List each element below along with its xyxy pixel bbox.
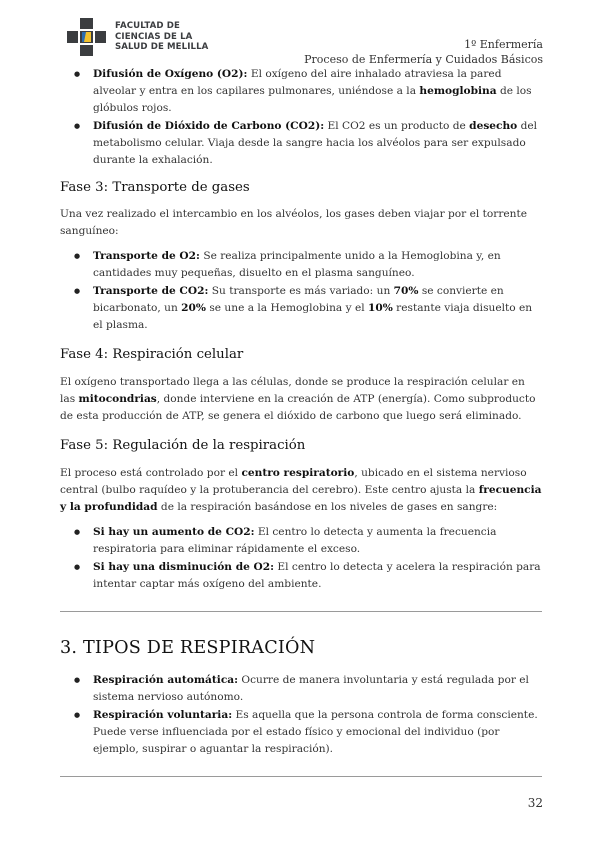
fase5-bullet-list [60, 524, 542, 593]
list-item [60, 524, 542, 558]
bullet-text: Es aquella que la persona controla de forma consciente. Puede verse influenciada por el estado físico y emocional del individuo (por ejemplo, suspirar o aguantar la respiración). [93, 709, 538, 755]
bullet-text: de los glóbulos rojos. [93, 85, 532, 114]
faculty-logo-text [115, 21, 208, 52]
paragraph-text: , donde interviene en la creación de ATP (energía). Como subproducto de esta producción de ATP, se genera el dióxido de carbono que luego será eliminado. [60, 393, 536, 422]
list-item [60, 248, 542, 282]
bullet-term: Si hay un aumento de CO2: [93, 526, 255, 538]
section-divider [60, 611, 542, 612]
fase4-paragraph [60, 374, 542, 425]
list-item [60, 118, 542, 169]
list-item [60, 66, 542, 117]
bullet-text: El oxígeno del aire inhalado atraviesa la pared alveolar y entra en los capilares pulmonares, uniéndose a la [93, 68, 502, 97]
fase3-heading: Fase 3: Transporte de gases [60, 180, 250, 195]
list-item [60, 559, 542, 593]
paragraph-emphasis: frecuencia y la profundidad [60, 484, 542, 513]
bullet-text: Ocurre de manera involuntaria y está regulada por el sistema nervioso autónomo. [93, 674, 529, 703]
faculty-logo-icon [67, 18, 107, 56]
bullet-term: Respiración automática: [93, 674, 239, 686]
bullet-text: se une a la Hemoglobina y el [205, 302, 368, 314]
bullet-text: Se realiza principalmente unido a la Hemoglobina y, en cantidades muy pequeñas, disuelto en el plasma sanguíneo. [93, 250, 501, 279]
paragraph-emphasis: centro respiratorio [241, 467, 355, 479]
fase5-paragraph [60, 465, 542, 516]
bullet-term: Si hay una disminución de O2: [93, 561, 275, 573]
paragraph-emphasis: mitocondrias [78, 393, 157, 405]
bullet-term: Transporte de CO2: [93, 285, 209, 297]
bullet-emphasis: hemoglobina [419, 85, 497, 97]
fase5-heading: Fase 5: Regulación de la respiración [60, 438, 306, 453]
page-content [60, 66, 542, 777]
bullet-term: Respiración voluntaria: [93, 709, 233, 721]
bullet-term: Difusión de Oxígeno (O2): [93, 68, 248, 80]
bullet-text: El CO2 es un producto de [324, 120, 470, 132]
bullet-text: restante viaja disuelto en el plasma. [93, 302, 533, 331]
paragraph-text: de la respiración basándose en los niveles de gases en sangre: [157, 501, 498, 513]
bullet-emphasis: desecho [469, 120, 518, 132]
fase3-bullet-list [60, 248, 542, 334]
intro-bullet-list [60, 66, 542, 169]
logo-line: CIENCIAS DE LA [115, 31, 193, 42]
bullet-text: Su transporte es más variado: un [208, 285, 394, 297]
faculty-logo [67, 18, 208, 56]
course-label: 1º Enfermería [464, 38, 543, 51]
list-item [60, 283, 542, 334]
bullet-text: El centro lo detecta y aumenta la frecuencia respiratoria para eliminar rápidamente el exceso. [93, 526, 497, 555]
paragraph-text: El oxígeno transportado llega a las células, donde se produce la respiración celular en las [60, 376, 525, 405]
list-item [60, 672, 542, 706]
bullet-term: Transporte de O2: [93, 250, 200, 262]
bullet-text: del metabolismo celular. Viaja desde la sangre hacia los alvéolos para ser expulsado durante la exhalación. [93, 120, 538, 166]
paragraph-text: El proceso está controlado por el [60, 467, 242, 479]
bullet-emphasis: 20% [181, 302, 206, 314]
logo-line: SALUD DE MELILLA [115, 42, 209, 53]
fase4-heading: Fase 4: Respiración celular [60, 347, 244, 362]
section3-bullet-list [60, 672, 542, 758]
bullet-text: se convierte en bicarbonato, un [93, 285, 504, 314]
fase3-intro: Una vez realizado el intercambio en los alvéolos, los gases deben viajar por el torrente sanguíneo: [60, 208, 528, 237]
bullet-term: Difusión de Dióxido de Carbono (CO2): [93, 120, 325, 132]
document-header [304, 37, 543, 67]
logo-line: FACULTAD DE [115, 21, 180, 32]
subject-label: Proceso de Enfermería y Cuidados Básicos [304, 53, 543, 66]
list-item [60, 707, 542, 758]
page-number: 32 [527, 796, 543, 810]
bullet-emphasis: 10% [368, 302, 393, 314]
section-divider [60, 776, 542, 777]
paragraph-text: , ubicado en el sistema nervioso central (bulbo raquídeo y la protuberancia del cerebro). Este centro ajusta la [60, 467, 527, 496]
bullet-text: El centro lo detecta y acelera la respiración para intentar captar más oxígeno del ambiente. [93, 561, 541, 590]
bullet-emphasis: 70% [393, 285, 419, 297]
section3-heading: 3. TIPOS DE RESPIRACIÓN [60, 638, 316, 658]
